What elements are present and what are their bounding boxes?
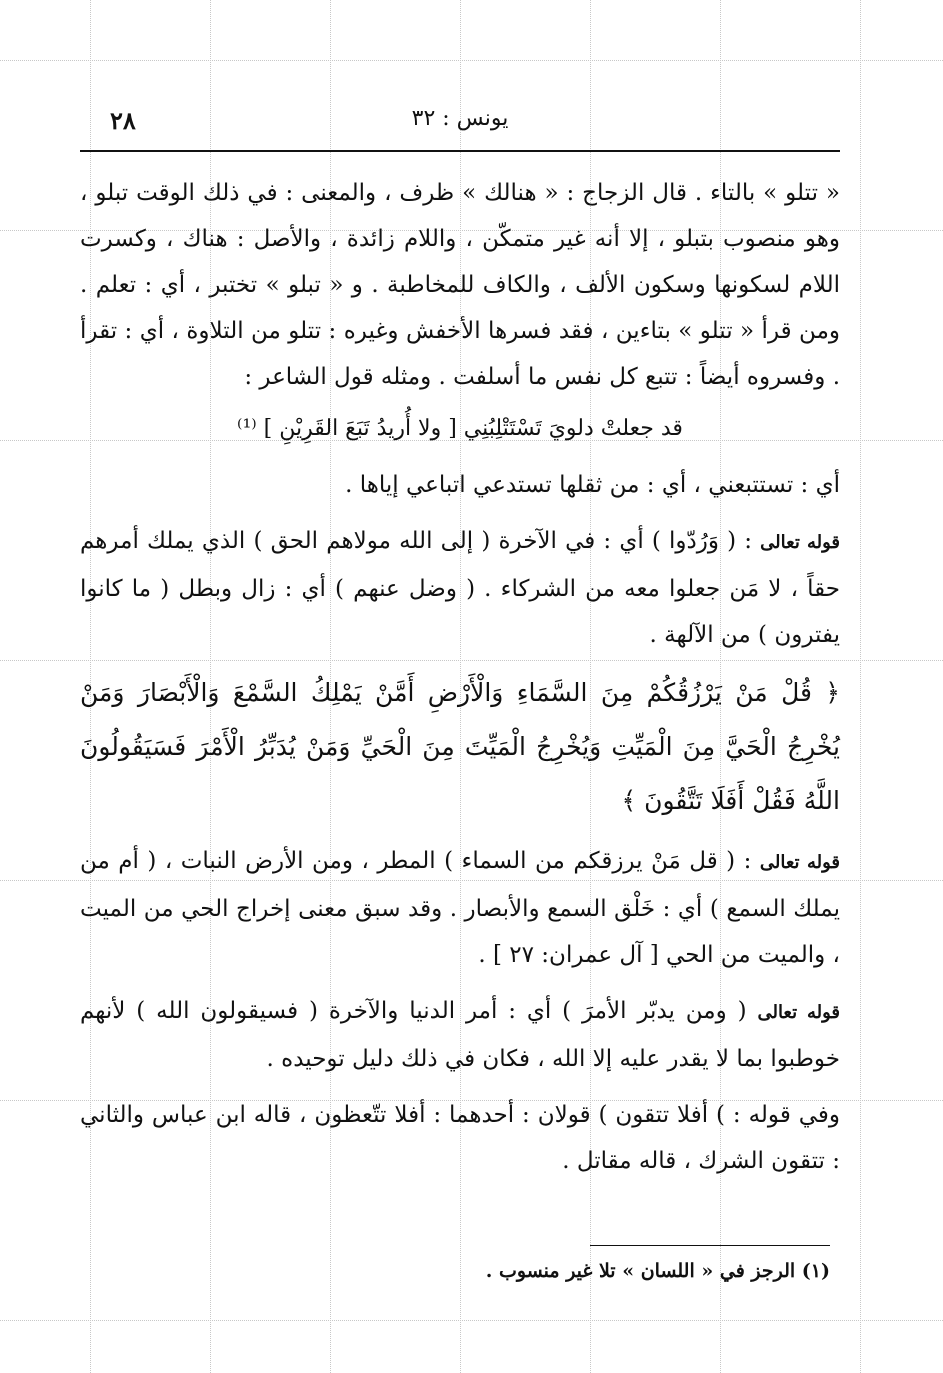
paragraph [80,518,840,658]
paragraph: أي : تستتبعني ، أي : من ثقلها تستدعي اتباعي إياها . [345,472,840,498]
paragraph-text: : ( وَرُدّوا ) أي : في الآخرة ( إلى الله مولاهم الحق ) الذي يملك أمرهم حقاً ، لا مَن جعلوا معه من الشركاء . ( وضل عنهم ) أي : زال وبطل ( ما كانوا يفترون ) من الآلهة . [80,528,840,648]
grid-line [0,1320,943,1321]
paragraph [80,838,840,978]
footnote-rule [590,1245,830,1246]
grid-line [0,60,943,61]
page-header [80,100,840,150]
page-body [80,170,840,1188]
paragraph: « تتلو » بالتاء . قال الزجاج : « هنالك » ظرف ، والمعنى : في ذلك الوقت تبلو ، وهو منصوب بتبلو ، إلا أنه غير متمكّن ، واللام زائدة ، والأصل : هناك ، وكسرت اللام لسكونها وسكون الألف ، والكاف للمخاطبة . و « تبلو » تختبر ، أي : تعلم . ومن قرأ « تتلو » بتاءين ، فقد فسرها الأخفش وغيره : تتلو من التلاوة ، أي : تقرأ . وفسروه أيضاً : تتبع كل نفس ما أسلفت . ومثله قول الشاعر : [80,180,840,390]
qawluhu-label: قوله تعالى [757,1002,840,1023]
paragraph-text: : ( قل مَنْ يرزقكم من السماء ) المطر ، ومن الأرض النبات ، ( أم من يملك السمع ) أي : خَلْق السمع والأبصار . وقد سبق معنى إخراج الحي من الميت ، والميت من الحي [ آل عمران: ٢٧ ] . [80,848,840,968]
paragraph: وفي قوله : ) أفلا تتقون ) قولان : أحدهما : أفلا تتّعظون ، قاله ابن عباس والثاني : تتقون الشرك ، قاله مقاتل . [80,1102,840,1174]
quran-verse: ﴿ قُلْ مَنْ يَرْزُقُكُمْ مِنَ السَّمَاءِ وَالْأَرْضِ أَمَّنْ يَمْلِكُ السَّمْعَ وَالْأَبْصَارَ وَمَنْ يُخْرِجُ الْحَيَّ مِنَ الْمَيِّتِ وَيُخْرِجُ الْمَيِّتَ مِنَ الْحَيِّ وَمَنْ يُدَبِّرُ الْأَمْرَ فَسَيَقُولُونَ اللَّهُ فَقُلْ أَفَلَا تَتَّقُونَ ﴾ [80,678,840,815]
qawluhu-label: قوله تعالى [759,852,840,873]
running-title: يونس : ٣٢ [411,106,509,131]
qawluhu-label: قوله تعالى [760,532,840,553]
book-page [80,100,840,1282]
grid-line [860,0,861,1373]
paragraph [80,988,840,1082]
poetry-verse: قد جعلتْ دلويَ تَسْتَتْلِبُنِي [ ولا أُريدُ تَبَعَ القَرِيْنِ ] ⁽¹⁾ [237,416,683,441]
paragraph-text: ( ومن يدبّر الأمرَ ) أي : أمر الدنيا والآخرة ( فسيقولون الله ) لأنهم خوطبوا بما لا يقدر عليه إلا الله ، فكان في ذلك دليل توحيده . [80,998,840,1072]
footnote: (١) الرجز في « اللسان » تلا غير منسوب . [485,1260,830,1282]
header-rule [80,150,840,152]
page-number: ٢٨ [110,106,136,135]
